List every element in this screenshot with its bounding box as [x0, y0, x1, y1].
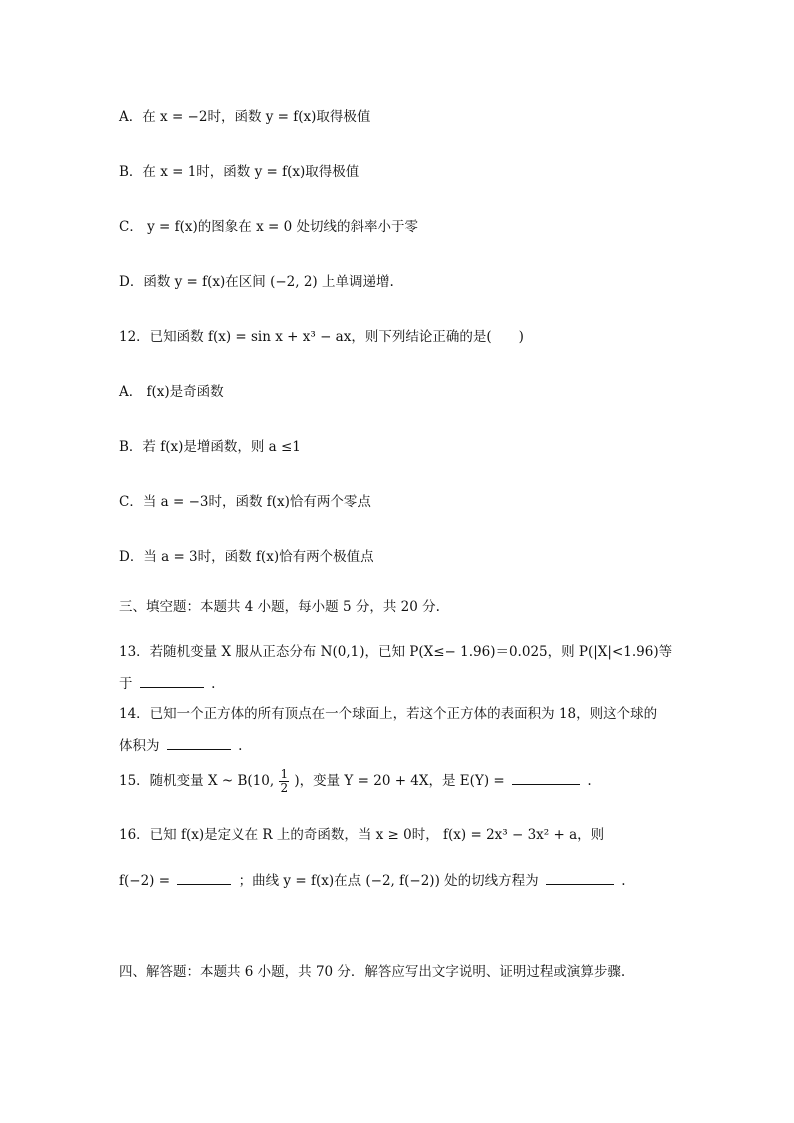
- answer-blank-16a[interactable]: [177, 870, 231, 885]
- question-13-suffix: .: [211, 676, 216, 692]
- option-12c: C．当 a = −3时，函数 f(x)恰有两个零点: [119, 494, 371, 510]
- option-11d: D．函数 y = f(x)在区间 (−2, 2) 上单调递增.: [119, 274, 394, 290]
- question-16-middle: ；曲线 y = f(x)在点 (−2, f(−2)) 处的切线方程为: [238, 873, 539, 889]
- option-12d: D．当 a = 3时，函数 f(x)恰有两个极值点: [119, 549, 374, 565]
- question-15-middle: )，变量 Y = 20 + 4X，是 E(Y) =: [294, 773, 505, 789]
- question-12: 12．已知函数 f(x) = sin x + x³ − ax，则下列结论正确的是( ): [119, 329, 524, 345]
- question-16-line1: 16．已知 f(x)是定义在 R 上的奇函数，当 x ≥ 0时， f(x) = 2x³ − 3x² + a，则: [119, 827, 605, 843]
- question-13-line1: 13．若随机变量 X 服从正态分布 N(0,1)，已知 P(X≤− 1.96)＝0.025，则 P(|X|<1.96)等: [119, 644, 673, 660]
- answer-blank-15[interactable]: [512, 770, 580, 785]
- section-4-heading: 四、解答题：本题共 6 小题，共 70 分．解答应写出文字说明、证明过程或演算步骤.: [119, 964, 626, 980]
- option-11c: C． y = f(x)的图象在 x = 0 处切线的斜率小于零: [119, 219, 418, 235]
- question-16-suffix: .: [621, 873, 626, 889]
- fraction-denominator: 2: [280, 781, 289, 795]
- question-16-prefix: f(−2) =: [119, 873, 171, 889]
- option-11a: A．在 x = −2时，函数 y = f(x)取得极值: [119, 109, 371, 125]
- section-3-heading: 三、填空题：本题共 4 小题，每小题 5 分，共 20 分.: [119, 599, 440, 615]
- option-12b: B．若 f(x)是增函数，则 a ≤1: [119, 439, 301, 455]
- question-14-line1: 14．已知一个正方体的所有顶点在一个球面上，若这个正方体的表面积为 18，则这个球的: [119, 706, 658, 722]
- question-15-prefix: 15．随机变量 X ~ B(10,: [119, 773, 275, 789]
- answer-blank-14[interactable]: [167, 735, 231, 750]
- option-11b: B．在 x = 1时，函数 y = f(x)取得极值: [119, 164, 360, 180]
- question-16-line2: [119, 870, 626, 891]
- option-12a: A． f(x)是奇函数: [119, 384, 224, 400]
- question-14-prefix: 体积为: [119, 738, 160, 754]
- question-15: [119, 768, 592, 795]
- question-13-line2: [119, 673, 215, 694]
- question-13-prefix: 于: [119, 676, 133, 692]
- fraction-numerator: 1: [280, 767, 289, 781]
- fraction-one-half: [279, 768, 289, 795]
- question-15-suffix: .: [587, 773, 592, 789]
- answer-blank-16b[interactable]: [546, 870, 614, 885]
- answer-blank-13[interactable]: [140, 673, 204, 688]
- question-14-suffix: .: [238, 738, 243, 754]
- question-14-line2: [119, 735, 242, 756]
